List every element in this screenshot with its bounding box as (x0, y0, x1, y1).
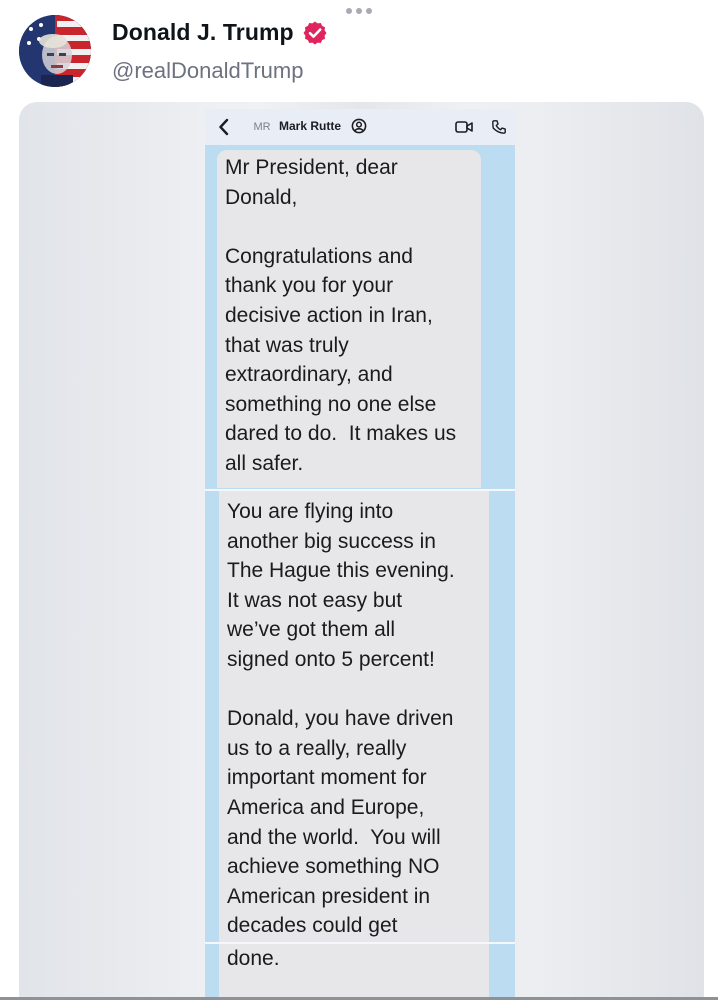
message-bubble: Mr President, dear Donald, Congratulations and thank you for your decisive action in Iran, that was truly extraordinary, and something no one else dared to do. It makes us all safer. (217, 150, 481, 488)
user-handle[interactable]: @realDonaldTrump (112, 58, 304, 83)
more-horizontal-icon[interactable] (346, 8, 372, 14)
chevron-left-icon (217, 117, 231, 137)
conversation-header (205, 109, 515, 145)
flag-portrait-avatar (19, 15, 91, 87)
verified-badge-icon (302, 20, 328, 46)
message-bubble: You are flying into another big success in The Hague this evening. It was not easy but we’ve got them all signed onto 5 percent! Donald, you have driven us to a really, really important moment for America and Europe, and the world. You will achieve something NO American president in decades could get (219, 491, 489, 961)
contact-initials: MR (253, 121, 271, 133)
avatar[interactable] (19, 15, 91, 87)
display-name-text: Donald J. Trump (112, 19, 294, 45)
video-camera-icon (455, 120, 473, 134)
contact-profile-icon (351, 118, 367, 134)
display-name[interactable] (112, 19, 328, 46)
contact-name: Mark Rutte (279, 119, 342, 133)
phone-icon (491, 119, 507, 135)
message-bubble: done. (219, 944, 489, 1000)
post-media[interactable] (19, 102, 704, 1000)
message-screenshot (205, 109, 515, 1000)
